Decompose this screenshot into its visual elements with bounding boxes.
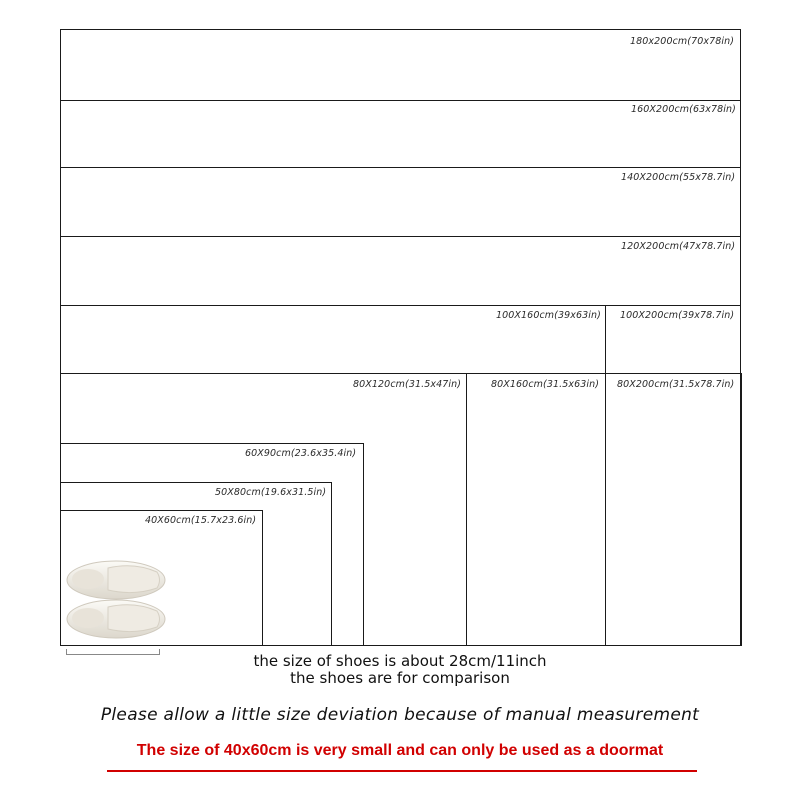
label-160x200: 160X200cm(63x78in) bbox=[631, 104, 736, 115]
rect-80x160 bbox=[466, 373, 606, 646]
doormat-warning: The size of 40x60cm is very small and can only be used as a doormat bbox=[136, 742, 664, 759]
label-50x80: 50X80cm(19.6x31.5in) bbox=[215, 487, 327, 498]
label-80x160: 80X160cm(31.5x63in) bbox=[491, 379, 600, 390]
label-80x200: 80X200cm(31.5x78.7in) bbox=[617, 379, 735, 390]
deviation-note: Please allow a little size deviation because of manual measurement bbox=[100, 705, 700, 725]
label-60x90: 60X90cm(23.6x35.4in) bbox=[245, 448, 357, 459]
shoe-size-caption: the size of shoes is about 28cm/11inch bbox=[253, 652, 547, 670]
label-180x200: 180x200cm(70x78in) bbox=[630, 36, 735, 47]
label-100x160: 100X160cm(39x63in) bbox=[496, 310, 601, 321]
rect-80x200 bbox=[605, 373, 742, 646]
slippers-icon bbox=[62, 558, 170, 642]
shoe-comparison-caption: the shoes are for comparison bbox=[290, 669, 510, 687]
label-80x120: 80X120cm(31.5x47in) bbox=[353, 379, 462, 390]
label-40x60: 40X60cm(15.7x23.6in) bbox=[145, 515, 257, 526]
label-100x200: 100X200cm(39x78.7in) bbox=[620, 310, 735, 321]
warning-underline bbox=[107, 770, 697, 772]
label-120x200: 120X200cm(47x78.7in) bbox=[621, 241, 736, 252]
label-140x200: 140X200cm(55x78.7in) bbox=[621, 172, 736, 183]
